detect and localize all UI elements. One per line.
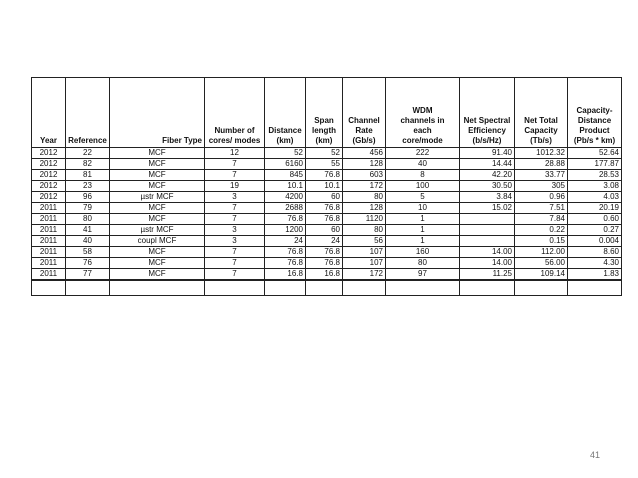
table-cell: 2011 (32, 247, 66, 258)
table-cell: 10.1 (306, 181, 343, 192)
table-cell: µstr MCF (110, 192, 205, 203)
table-cell: 12 (205, 148, 265, 159)
table-row (32, 159, 622, 170)
table-cell: 7 (205, 170, 265, 181)
table-cell: 7.51 (515, 203, 568, 214)
table-row (32, 225, 622, 236)
table-cell: 7 (205, 214, 265, 225)
table-cell: MCF (110, 170, 205, 181)
empty-cell (306, 280, 343, 296)
table-cell: 77 (66, 269, 110, 281)
table-cell: µstr MCF (110, 225, 205, 236)
table-cell: 1 (386, 214, 460, 225)
table-cell: 4.30 (568, 258, 622, 269)
capacity-table (31, 77, 622, 296)
table-cell: 2012 (32, 159, 66, 170)
table-cell: 76.8 (306, 247, 343, 258)
table-cell: 33.77 (515, 170, 568, 181)
column-header: Number of cores/ modes (205, 78, 265, 148)
table-cell: 3 (205, 225, 265, 236)
table-cell: 97 (386, 269, 460, 281)
table-cell: 1.83 (568, 269, 622, 281)
table-cell: 222 (386, 148, 460, 159)
table-cell: 10 (386, 203, 460, 214)
table-cell: 76.8 (265, 258, 306, 269)
table-cell: 2012 (32, 148, 66, 159)
table-cell: 14.44 (460, 159, 515, 170)
table-cell: 4200 (265, 192, 306, 203)
empty-cell (205, 280, 265, 296)
table-cell: 2011 (32, 258, 66, 269)
table-row (32, 203, 622, 214)
table-cell: 4.03 (568, 192, 622, 203)
table-cell: 7 (205, 159, 265, 170)
column-header: Distance (km) (265, 78, 306, 148)
table-cell: 305 (515, 181, 568, 192)
table-cell: 76.8 (306, 214, 343, 225)
table-row (32, 214, 622, 225)
column-header: Span length (km) (306, 78, 343, 148)
table-cell: 128 (343, 159, 386, 170)
table-cell: 7 (205, 269, 265, 281)
table-cell: 7 (205, 247, 265, 258)
empty-cell (515, 280, 568, 296)
column-header: WDM channels in each core/mode (386, 78, 460, 148)
table-cell: 10.1 (265, 181, 306, 192)
table-cell: 91.40 (460, 148, 515, 159)
table-cell: 109.14 (515, 269, 568, 281)
table-row (32, 192, 622, 203)
table-cell: 76.8 (265, 247, 306, 258)
table-cell: 56.00 (515, 258, 568, 269)
table-row (32, 258, 622, 269)
table-cell: 52 (306, 148, 343, 159)
table-cell: 55 (306, 159, 343, 170)
header-row (32, 78, 622, 148)
table-cell: 2011 (32, 225, 66, 236)
table-cell: 96 (66, 192, 110, 203)
column-header: Year (32, 78, 66, 148)
table-cell: 7 (205, 258, 265, 269)
table-cell: 0.60 (568, 214, 622, 225)
table-cell: 15.02 (460, 203, 515, 214)
table-cell: 81 (66, 170, 110, 181)
table-cell: 16.8 (306, 269, 343, 281)
table-cell: 1012.32 (515, 148, 568, 159)
table-cell: 107 (343, 247, 386, 258)
table-cell (460, 236, 515, 247)
table-row (32, 170, 622, 181)
table-cell: 2012 (32, 170, 66, 181)
table-row (32, 269, 622, 281)
table-row (32, 236, 622, 247)
table-row (32, 247, 622, 258)
table-cell: 3.84 (460, 192, 515, 203)
table-cell: 24 (306, 236, 343, 247)
table-cell: 23 (66, 181, 110, 192)
empty-cell (265, 280, 306, 296)
table-cell: 14.00 (460, 258, 515, 269)
table-cell: 1 (386, 225, 460, 236)
table-cell: 3 (205, 192, 265, 203)
table-cell: 20.19 (568, 203, 622, 214)
table-cell: MCF (110, 258, 205, 269)
capacity-table-container (31, 77, 619, 296)
table-cell: 80 (343, 192, 386, 203)
table-cell: 16.8 (265, 269, 306, 281)
table-cell: MCF (110, 148, 205, 159)
table-cell: 172 (343, 269, 386, 281)
table-cell: 76.8 (306, 203, 343, 214)
table-row (32, 148, 622, 159)
column-header: Net Total Capacity (Tb/s) (515, 78, 568, 148)
table-cell: 11.25 (460, 269, 515, 281)
table-cell (460, 214, 515, 225)
table-cell (460, 225, 515, 236)
table-cell: 80 (386, 258, 460, 269)
table-cell: 0.004 (568, 236, 622, 247)
table-cell: 76 (66, 258, 110, 269)
table-cell: 7 (205, 203, 265, 214)
table-cell: 52.64 (568, 148, 622, 159)
table-cell: 2011 (32, 269, 66, 281)
table-cell: 8 (386, 170, 460, 181)
table-cell: 2011 (32, 214, 66, 225)
table-cell: MCF (110, 214, 205, 225)
table-cell: 28.53 (568, 170, 622, 181)
table-cell: 60 (306, 192, 343, 203)
table-cell: 76.8 (265, 214, 306, 225)
table-cell: 8.60 (568, 247, 622, 258)
table-cell: 1 (386, 236, 460, 247)
table-cell: 80 (66, 214, 110, 225)
table-cell: 2012 (32, 181, 66, 192)
empty-cell (568, 280, 622, 296)
table-cell: 6160 (265, 159, 306, 170)
table-cell: 603 (343, 170, 386, 181)
table-cell: MCF (110, 203, 205, 214)
table-cell: 112.00 (515, 247, 568, 258)
column-header: Reference (66, 78, 110, 148)
table-cell: 5 (386, 192, 460, 203)
table-cell: 76.8 (306, 258, 343, 269)
empty-cell (460, 280, 515, 296)
table-cell: 1200 (265, 225, 306, 236)
column-header: Net Spectral Efficiency (b/s/Hz) (460, 78, 515, 148)
table-cell: 28.88 (515, 159, 568, 170)
table-cell: MCF (110, 159, 205, 170)
column-header: Channel Rate (Gb/s) (343, 78, 386, 148)
table-cell: 41 (66, 225, 110, 236)
empty-cell (386, 280, 460, 296)
table-cell: 82 (66, 159, 110, 170)
table-cell: 172 (343, 181, 386, 192)
table-cell: 79 (66, 203, 110, 214)
table-cell: 0.96 (515, 192, 568, 203)
table-cell: 56 (343, 236, 386, 247)
table-cell: 100 (386, 181, 460, 192)
table-body (32, 148, 622, 296)
table-cell: 0.27 (568, 225, 622, 236)
table-cell: 58 (66, 247, 110, 258)
empty-cell (343, 280, 386, 296)
table-cell: 52 (265, 148, 306, 159)
table-cell: coupl MCF (110, 236, 205, 247)
table-header (32, 78, 622, 148)
table-cell: 40 (386, 159, 460, 170)
table-cell: 456 (343, 148, 386, 159)
table-cell: 76.8 (306, 170, 343, 181)
column-header: Fiber Type (110, 78, 205, 148)
table-cell: 177.87 (568, 159, 622, 170)
table-cell: 40 (66, 236, 110, 247)
empty-cell (66, 280, 110, 296)
empty-cell (110, 280, 205, 296)
table-cell: MCF (110, 181, 205, 192)
page-number: 41 (589, 450, 600, 460)
table-cell: 2011 (32, 236, 66, 247)
table-cell: 0.15 (515, 236, 568, 247)
table-cell: 80 (343, 225, 386, 236)
table-cell: 22 (66, 148, 110, 159)
table-cell: 19 (205, 181, 265, 192)
table-cell: 14.00 (460, 247, 515, 258)
table-cell: 2011 (32, 203, 66, 214)
table-cell: 24 (265, 236, 306, 247)
table-cell: 42.20 (460, 170, 515, 181)
table-cell: 30.50 (460, 181, 515, 192)
empty-row (32, 280, 622, 296)
table-cell: 3.08 (568, 181, 622, 192)
table-cell: 2012 (32, 192, 66, 203)
table-cell: MCF (110, 269, 205, 281)
table-cell: MCF (110, 247, 205, 258)
table-cell: 0.22 (515, 225, 568, 236)
table-cell: 160 (386, 247, 460, 258)
table-cell: 845 (265, 170, 306, 181)
column-header: Capacity- Distance Product (Pb/s * km) (568, 78, 622, 148)
table-cell: 7.84 (515, 214, 568, 225)
table-row (32, 181, 622, 192)
empty-cell (32, 280, 66, 296)
table-cell: 128 (343, 203, 386, 214)
table-cell: 2688 (265, 203, 306, 214)
table-cell: 3 (205, 236, 265, 247)
table-cell: 60 (306, 225, 343, 236)
table-cell: 107 (343, 258, 386, 269)
table-cell: 1120 (343, 214, 386, 225)
